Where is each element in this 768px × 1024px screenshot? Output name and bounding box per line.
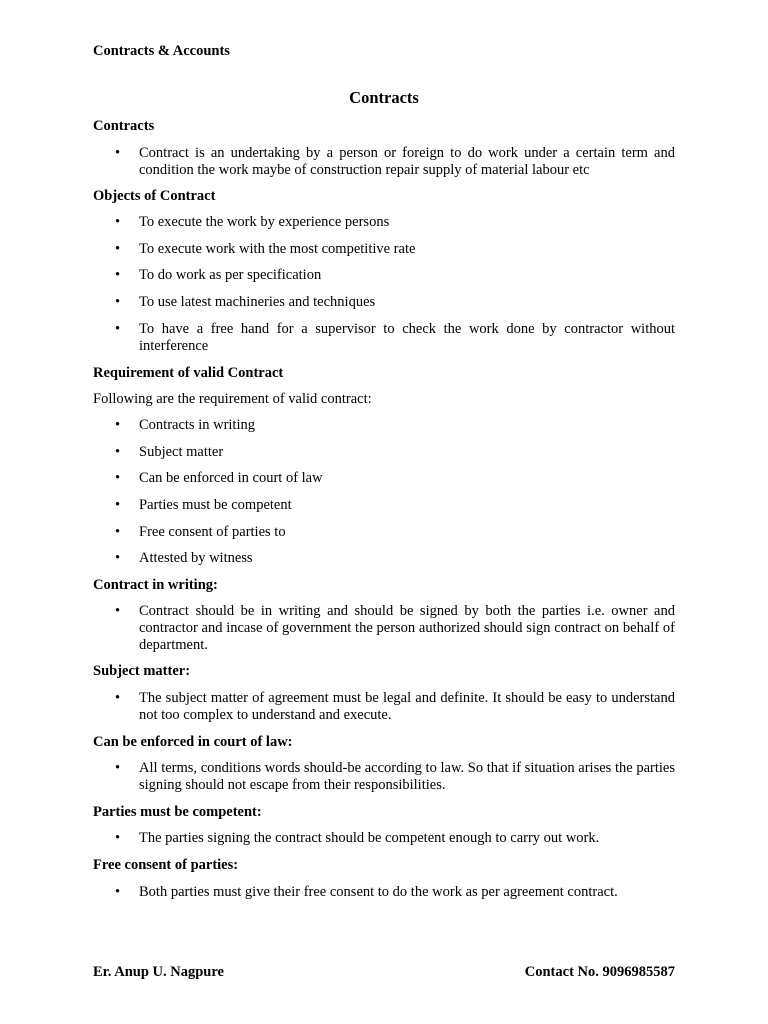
bullet-icon: • bbox=[115, 524, 121, 540]
list-item bbox=[93, 444, 675, 461]
list-item-text: Free consent of parties to bbox=[139, 524, 286, 540]
bullet-icon: • bbox=[115, 321, 121, 337]
list-item bbox=[93, 497, 675, 514]
section-heading-enforced: Can be enforced in court of law: bbox=[93, 734, 293, 750]
list-item bbox=[93, 417, 675, 434]
section-heading-contracts: Contracts bbox=[93, 118, 155, 134]
section-intro: Following are the requirement of valid contract: bbox=[93, 391, 372, 407]
list-item-text: Both parties must give their free consent to do the work as per agreement contract. bbox=[139, 884, 618, 900]
list-item-text: The parties signing the contract should be competent enough to carry out work. bbox=[139, 830, 600, 846]
list-item-text: Can be enforced in court of law bbox=[139, 470, 323, 486]
bullet-icon: • bbox=[115, 470, 121, 486]
list-item-text: To execute work with the most competitive rate bbox=[139, 241, 416, 257]
list-item-text: Contracts in writing bbox=[139, 417, 255, 433]
list-item-text: To have a free hand for a supervisor to check the work done by contractor without interference bbox=[139, 321, 675, 354]
bullet-icon: • bbox=[115, 884, 121, 900]
bullet-icon: • bbox=[115, 145, 121, 161]
list-item-text: Contract is an undertaking by a person or foreign to do work under a certain term and condition the work maybe of construction repair supply of material labour etc bbox=[139, 145, 675, 178]
list-item-text: Attested by witness bbox=[139, 550, 253, 566]
list-item bbox=[93, 145, 675, 179]
list-item-text: Parties must be competent bbox=[139, 497, 292, 513]
page-header: Contracts & Accounts bbox=[93, 43, 230, 59]
footer-author: Er. Anup U. Nagpure bbox=[93, 964, 224, 980]
bullet-icon: • bbox=[115, 690, 121, 706]
list-item bbox=[93, 294, 675, 311]
bullet-icon: • bbox=[115, 267, 121, 283]
page-title: Contracts bbox=[349, 88, 419, 107]
list-item-text: Contract should be in writing and should be signed by both the parties i.e. owner and contractor and incase of government the person authorized should sign contract on behalf of department. bbox=[139, 603, 675, 653]
list-item bbox=[93, 603, 675, 654]
list-item bbox=[93, 760, 675, 794]
list-item bbox=[93, 690, 675, 724]
list-item-text: To do work as per specification bbox=[139, 267, 322, 283]
list-item bbox=[93, 884, 675, 901]
bullet-icon: • bbox=[115, 760, 121, 776]
section-heading-competent: Parties must be competent: bbox=[93, 804, 262, 820]
bullet-icon: • bbox=[115, 497, 121, 513]
list-item bbox=[93, 267, 675, 284]
bullet-icon: • bbox=[115, 241, 121, 257]
section-heading-requirement: Requirement of valid Contract bbox=[93, 365, 284, 381]
section-heading-consent: Free consent of parties: bbox=[93, 857, 239, 873]
list-item-text: Subject matter bbox=[139, 444, 224, 460]
list-item-text: To execute the work by experience persons bbox=[139, 214, 390, 230]
bullet-icon: • bbox=[115, 603, 121, 619]
list-item bbox=[93, 830, 675, 847]
section-heading-objects: Objects of Contract bbox=[93, 188, 216, 204]
bullet-icon: • bbox=[115, 417, 121, 433]
bullet-icon: • bbox=[115, 214, 121, 230]
bullet-icon: • bbox=[115, 830, 121, 846]
list-item bbox=[93, 470, 675, 487]
bullet-icon: • bbox=[115, 444, 121, 460]
list-item bbox=[93, 550, 675, 567]
list-item bbox=[93, 524, 675, 541]
footer-contact: Contact No. 9096985587 bbox=[524, 964, 675, 980]
list-item-text: The subject matter of agreement must be legal and definite. It should be easy to understand not too complex to understand and execute. bbox=[139, 690, 675, 723]
bullet-icon: • bbox=[115, 294, 121, 310]
section-heading-subject: Subject matter: bbox=[93, 663, 191, 679]
list-item-text: All terms, conditions words should-be according to law. So that if situation arises the parties signing should not escape from their responsibilities. bbox=[139, 760, 675, 793]
list-item bbox=[93, 321, 675, 355]
list-item bbox=[93, 241, 675, 258]
list-item-text: To use latest machineries and techniques bbox=[139, 294, 376, 310]
bullet-icon: • bbox=[115, 550, 121, 566]
list-item bbox=[93, 214, 675, 231]
section-heading-writing: Contract in writing: bbox=[93, 577, 218, 593]
